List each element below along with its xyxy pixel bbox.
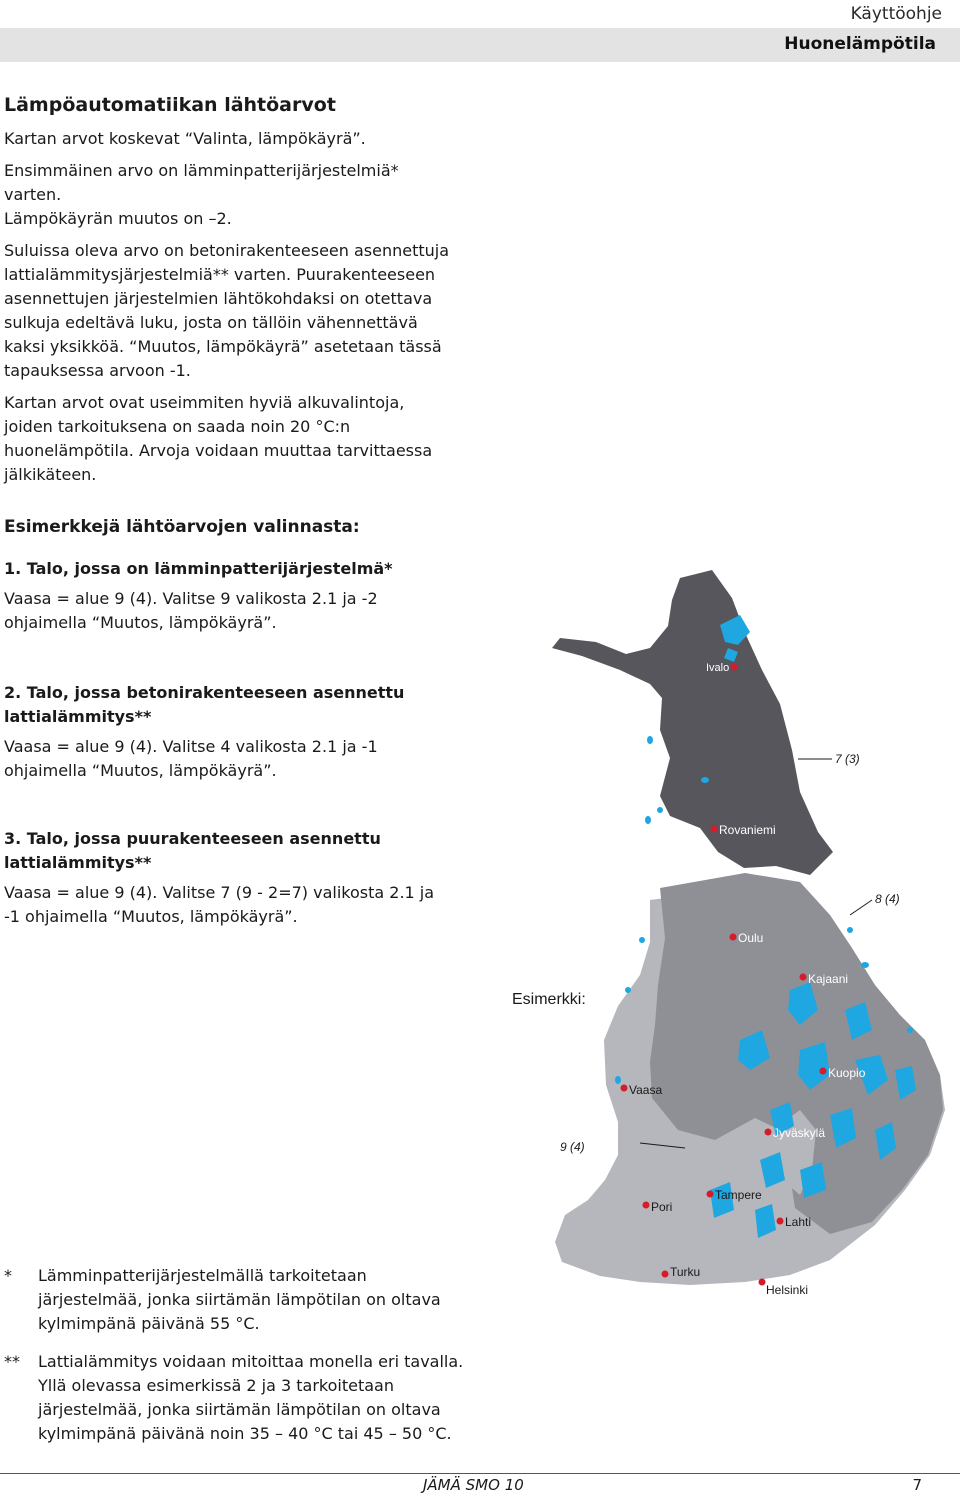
zone-label-9: 9 (4): [560, 1140, 585, 1154]
example-title: 1. Talo, jossa on lämminpatterijärjestelmä*: [4, 559, 393, 578]
city-kuopio: Kuopio: [828, 1066, 866, 1080]
page-header: [0, 0, 960, 62]
zone-label-7: 7 (3): [835, 752, 860, 766]
city-dot: [711, 826, 718, 833]
city-dot: [643, 1202, 650, 1209]
footer-rule: [0, 1473, 960, 1474]
city-vaasa: Vaasa: [629, 1083, 663, 1097]
finland-zone-map: [500, 570, 960, 1350]
example-3: [4, 827, 454, 929]
city-dot: [765, 1129, 772, 1136]
city-jyvaskyla: Jyväskylä: [773, 1126, 826, 1140]
city-dot: [662, 1271, 669, 1278]
city-oulu: Oulu: [738, 931, 764, 945]
footnote-text: Lämminpatterijärjestelmällä tarkoitetaan järjestelmää, jonka siirtämän lämpötilan on oltava kylmimpänä päivänä 55 °C.: [38, 1266, 441, 1333]
footer-product: JÄMÄ SMO 10: [423, 1476, 524, 1494]
page-number: 7: [912, 1476, 922, 1494]
city-ivalo: Ivalo: [706, 662, 730, 674]
example-body: Vaasa = alue 9 (4). Valitse 9 valikosta 2.1 ja -2 ohjaimella “Muutos, lämpökäyrä”.: [4, 589, 378, 632]
city-turku: Turku: [670, 1265, 701, 1279]
example-2: [4, 681, 454, 783]
footnote-text: Lattialämmitys voidaan mitoittaa monella eri tavalla. Yllä olevassa esimerkissä 2 ja 3 tarkoitetaan järjestelmää, jonka siirtämän lämpötilan on oltava kylmimpänä päivänä noin 35 – 40 °C tai 45 – 50 °C.: [38, 1352, 464, 1443]
city-dot: [800, 974, 807, 981]
header-title: Huonelämpötila: [784, 34, 936, 54]
header-section: Käyttöohje: [850, 4, 942, 24]
city-kajaani: Kajaani: [808, 972, 849, 986]
intro-p1: Kartan arvot koskevat “Valinta, lämpökäyrä”.: [4, 129, 366, 148]
intro-p2a: Ensimmäinen arvo on lämminpatterijärjestelmiä* varten.: [4, 161, 399, 204]
example-title: 3. Talo, jossa puurakenteeseen asennettu lattialämmitys**: [4, 829, 381, 872]
example-1: [4, 557, 454, 635]
footnote: [4, 1350, 464, 1446]
city-dot: [820, 1068, 827, 1075]
example-label: Esimerkki:: [512, 991, 586, 1008]
city-dot: [730, 934, 737, 941]
intro-p2b: Lämpökäyrän muutos on –2.: [4, 209, 232, 228]
city-dot: [621, 1085, 628, 1092]
city-dot: [707, 1191, 714, 1198]
footnotes: [4, 1264, 464, 1460]
city-dot: [777, 1218, 784, 1225]
examples-heading: Esimerkkejä lähtöarvojen valinnasta:: [4, 517, 360, 537]
intro-p3: Suluissa oleva arvo on betonirakenteeseen asennettuja lattialämmitysjärjestelmiä** varten. Puurakenteeseen asennettujen järjestelmien lähtökohdaksi on otettava sulkuja edeltävä luku, josta on tällöin vähennettävä kaksi yksikköä. “Muutos, lämpökäyrä” asetetaan tässä tapauksessa arvoon -1.: [4, 241, 450, 380]
city-pori: Pori: [651, 1200, 673, 1214]
footnote: [4, 1264, 464, 1336]
city-dot: [731, 664, 738, 671]
city-rovaniemi: Rovaniemi: [719, 823, 776, 837]
example-title: 2. Talo, jossa betonirakenteeseen asennettu lattialämmitys**: [4, 683, 405, 726]
city-lahti: Lahti: [785, 1215, 812, 1229]
zone-7-area: [552, 570, 833, 875]
footnote-mark: **: [4, 1352, 20, 1371]
city-helsinki: Helsinki: [766, 1283, 809, 1297]
section-heading: Lämpöautomatiikan lähtöarvot: [4, 94, 336, 116]
zone-label-8: 8 (4): [875, 892, 900, 906]
example-body: Vaasa = alue 9 (4). Valitse 4 valikosta 2.1 ja -1 ohjaimella “Muutos, lämpökäyrä”.: [4, 737, 378, 780]
main-column: [4, 92, 454, 929]
city-dot: [759, 1279, 766, 1286]
footnote-mark: *: [4, 1266, 12, 1285]
city-tampere: Tampere: [715, 1188, 762, 1202]
intro-p4: Kartan arvot ovat useimmiten hyviä alkuvalintoja, joiden tarkoituksena on saada noin 20 °C:n huonelämpötila. Arvoja voidaan muuttaa tarvittaessa jälkikäteen.: [4, 393, 433, 484]
example-body: Vaasa = alue 9 (4). Valitse 7 (9 - 2=7) valikosta 2.1 ja -1 ohjaimella “Muutos, lämpökäyrä”.: [4, 883, 435, 926]
